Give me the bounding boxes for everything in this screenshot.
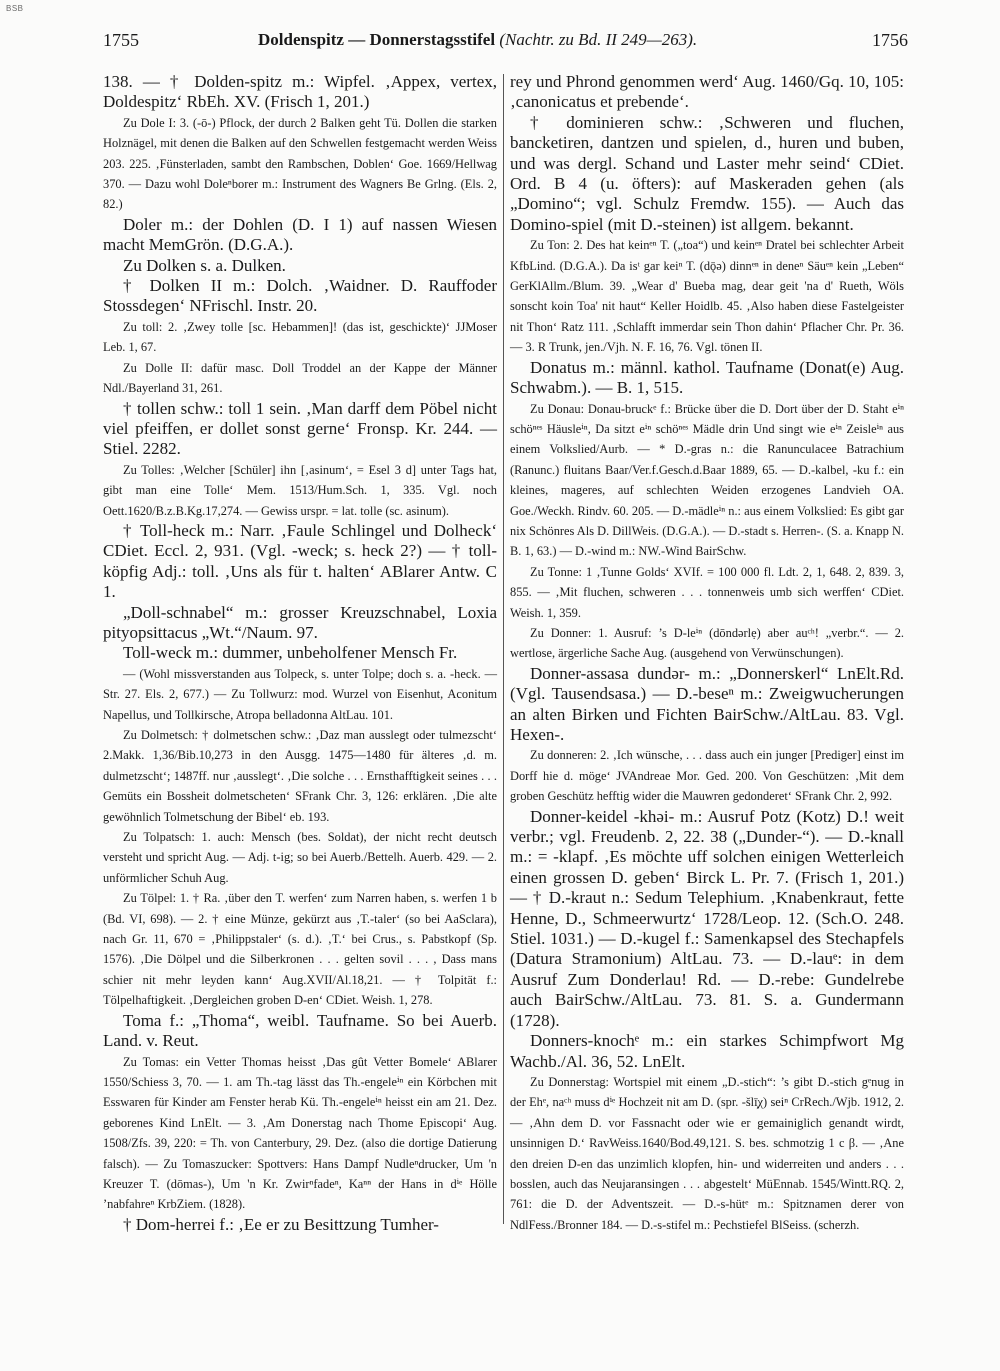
dictionary-entry: — (Wohl missverstanden aus Tolpeck, s. unter Tolpe; doch s. a. -heck. — Str. 27. Els. 2, 677.) — Zu Tollwurz: mod. Wurzel von Eisenhut, Aconitum Napellus, und Tollkirsche, Atropa belladonna AltLau. 101. [103, 666, 497, 722]
dictionary-entry: Zu Donau: Donau-bruckᵉ f.: Brücke über die D. Dort über der D. Staht eⁱⁿ schöⁿᵉˢ Häusleⁱⁿ, Da sitzt eⁱⁿ schöⁿᵉˢ Mädle drin Und singt wie eⁱⁿ Zeisleⁱⁿ aus einem Volkslied/Aurb. — * D.-gras n.: die Ranunculacee Batrachium (Ranunc.) fluitans Baar/Ver.f.Gesch.d.Baar 1889, 65. — D.-kalbel, -ku f.: ein kleines, mageres, auf schlechten Weiden erzogenes Landvieh OA. Goe./Weckh. Rindv. 60. 205. — D.-mädleⁱⁿ n.: aus einem Volkslied: Es gibt gar nix Schönres Als D. DillWeis. (D.G.A.). — D.-stadt s. Herren-. (S. a. Knapp N. B. 1, 63.) — D.-wind m.: NW.-Wind BairSchw. [510, 401, 904, 559]
page-number-right: 1756 [872, 30, 908, 50]
page-number-left: 1755 [103, 30, 139, 50]
column-divider [503, 74, 504, 1224]
dictionary-entry: Zu Dole I: 3. (-ō-) Pflock, der durch 2 Balken geht Tü. Dollen die starken Holznägel, mit denen die Balken auf den Schwellen festgemacht werden Weiss 203. 225. ‚Fünsterladen, sambt den Rambschen, Doblen‘ Goe. 1669/Hellwag 370. — Dazu wohl Doleⁿborer m.: Instrument des Wagners Be Grlng. (Els. 2, 82.) [103, 115, 497, 212]
dictionary-entry: Zu Dolle II: dafür masc. Doll Troddel an der Kappe der Männer Ndl./Bayerland 31, 261. [103, 360, 497, 396]
dictionary-entry: „Doll-schnabel“ m.: grosser Kreuzschnabel, Loxia pityopsittacus „Wt.“/Naum. 97. [103, 602, 497, 642]
dictionary-entry: Zu Dolmetsch: † dolmetschen schw.: ‚Daz man ausslegt oder tulmezscht‘ 2.Makk. 1,36/Bib.10,273 in den Ausgg. 1475—1480 für älteres ‚d. m. dulmetzscht‘; 1487ff. nur ‚ausslegt‘. ‚Die solche . . . Ernsthafftigkeit seines . . . Gemüts ein Bossheit dolmetscheten‘ SFrank Chr. 3, 126: erklären. ‚Die alte gewöhnlich Tolmetschung der Bibel‘ eb. 193. [103, 728, 497, 824]
running-title-note: (Nachtr. zu Bd. II 249—263). [499, 30, 698, 49]
dictionary-entry: Zu Donner: 1. Ausruf: ’s D-leⁱⁿ (dōndərlẹ) aber auᶜʰ! „verbr.“. — 2. wertlose, ärgerliche Sache Aug. (ausgehend von Verwünschungen). [510, 625, 904, 661]
dictionary-entry: Donner-assasa dundər- m.: „Donnerskerl“ LnElt.Rd. (Vgl. Tausendsasa.) — D.-beseⁿ m.: Zweigwucherungen an alten Birken und Fichten BairSchw./AltLau. 83. Vgl. Hexen-. [510, 663, 904, 744]
dictionary-entry: Doler m.: der Dohlen (D. I 1) auf nassen Wiesen macht MemGrön. (D.G.A.). [103, 214, 497, 255]
running-title [258, 30, 697, 50]
dictionary-entry: Zu Tolpatsch: 1. auch: Mensch (bes. Soldat), der nicht recht deutsch versteht und spricht Aug. — Adj. t-ig; so bei Auerb./Bettelh. Auerb. 429. — 2. unförmlicher Schuh Aug. [103, 830, 497, 885]
dictionary-entry: Zu Donnerstag: Wortspiel mit einem „D.-stich“: ’s gibt D.-stich gᵉnug in der Ehᵉ, naᶜʰ muss dⁱᵉ Hochzeit nit am D. (spr. -šlī̦χ) seiⁿ CrRech./Wjb. 1912, 2. — ‚Ahn dem D. vor Fassnacht oder wie er gemainiglich genandt wirdt, unsinnigen D.‘ RavWeiss.1640/Bod.49,121. S. bes. schmotzig 1 c β. — ‚Ane den dreien D-en das unzimlich klopfen, hin- und widerreiten und anders . . . bosslen, auch das Neujaransingen . . . abgestelt‘ MüEnnab. 1545/Wintt.RQ. 2, 761: die D. der Adventszeit. — D.-s-hütᵉ m.: Spitznamen derer von NdlFess./Bronner 184. — D.-s-stifel m.: Pechstiefel BlSeiss. (scherzh. [510, 1074, 904, 1232]
library-watermark: BSB [6, 4, 24, 13]
dictionary-entry: † Toll-heck m.: Narr. ‚Faule Schlingel und Dolheck‘ CDiet. Eccl. 2, 931. (Vgl. -weck; s. heck 2?) — † toll-köpfig Adj.: toll. ‚Uns als für t. halten‘ ABlarer Antw. C 1. [103, 520, 497, 602]
page-header [103, 30, 908, 56]
dictionary-entry: Donners-knochᵉ m.: ein starkes Schimpfwort Mg Wachb./Al. 36, 52. LnElt. [510, 1031, 904, 1071]
dictionary-entry: Zu Tonne: 1 ‚Tunne Golds‘ XVIf. = 100 000 fl. Ldt. 2, 1, 648. 2, 839. 3, 855. — ‚Mit fluchen, schweren . . . tonnenweis umb sich werffen‘ CDiet. Weish. 1, 359. [510, 564, 904, 620]
dictionary-entry: Zu toll: 2. ‚Zwey tolle [sc. Hebammen]! (das ist, geschickte)‘ JJMoser Leb. 1, 67. [103, 319, 497, 355]
dictionary-entry: Toma f.: „Thoma“, weibl. Taufname. So bei Auerb. Land. v. Reut. [103, 1010, 497, 1051]
dictionary-entry: Zu Tölpel: 1. † Ra. ‚über den T. werfen‘ zum Narren haben, s. werfen 1 b (Bd. VI, 698). — 2. † eine Münze, gekürzt aus ‚T.-taler‘ (so bei AaSclara), nach Gr. 11, 670 = ‚Philippstaler‘ (s. d.). ‚T.‘ bei Crus., s. Pabstkopf (Sp. 1576). ‚Die Dölpel und die Silberkronen . . . gelten sovil . . . , Dass mans schier nit mehr leyden kann‘ Aug.XVII/Al.18,21. — † Tolpität f.: Tölpelhaftigkeit. ‚Dergleichen groben D-en‘ CDiet. Weish. 1, 278. [103, 891, 497, 1008]
running-title-main: Doldenspitz — Donnerstagsstifel [258, 30, 496, 49]
dictionary-entry: Zu Tolles: ‚Welcher [Schüler] ihn [‚asinum‘, = Esel 3 d] unter Tags hat, gibt man eine Tolle‘ Mem. 1513/Hum.Sch. 1, 335. Vgl. noch Oett.1620/B.z.B.Kg.17,274. — Gewiss urspr. = lat. tolle (sc. asinum). [103, 462, 497, 518]
dictionary-entry: Donner-keidel -khəi- m.: Ausruf Potz (Kotz) D.! weit verbr.; vgl. Freudenb. 2, 22. 38 („Dunder-“). — D.-knall m.: = -klapf. ‚Es möchte uff solchen einigen Wetterleich einen grossen D. geben‘ Birck L. Pr. 7. (Frisch 1, 201.) — † D.-kraut n.: Sedum Telephium. ‚Knabenkraut, fette Henne, D., Schmeerwurtz‘ 1728/Leop. 12. (Sch.O. 248. Stiel. 1031.) — D.-kugel f.: Samenkapsel des Stechapfels (Datura Stramonium) AltLau. 73. — D.-lauᵉ: in dem Ausruf Zum Donderlau! Rd. — D.-rebe: Gundelrebe auch BairSchw./AltLau. 73. 81. S. a. Gundermann (1728). [510, 806, 904, 1030]
dictionary-entry: rey und Phrond genommen werd‘ Aug. 1460/Gq. 10, 105: ‚canonicatus et prebende‘. [510, 72, 904, 112]
dictionary-entry: 138. — † Dolden-spitz m.: Wipfel. ‚Appex, vertex, Doldespitz‘ RbEh. XV. (Frisch 1, 201.) [103, 72, 497, 112]
dictionary-entry: Donatus m.: männl. kathol. Taufname (Donat(e) Aug. Schwabm.). — B. 1, 515. [510, 357, 904, 398]
dictionary-entry: † tollen schw.: toll 1 sein. ‚Man darff dem Pöbel nicht viel pfeiffen, er dollet sonst gerne‘ Fronsp. Kr. 244. — Stiel. 2282. [103, 398, 497, 459]
dictionary-entry: Zu Tomas: ein Vetter Thomas heisst ‚Das gût Vetter Bomele‘ ABlarer 1550/Schiess 3, 70. — 1. am Th.-tag lässt das Th.-engeleⁱⁿ ein Körbchen mit Esswaren für Kinder am Fenster herab Kü. Th.-engeleⁱⁿ heisst ein am 21. Dez. geborenes Kind LnElt. — 3. ‚Am Donerstag nach Thome Episcopi‘ Aug. 1508/Zfs. 39, 220: = Th. von Canterbury, 29. Dez. (also die dortige Datierung falsch). — Zu Tomaszucker: Spottvers: Hans Dampf Nudleⁿdrucker, Um 'n Kreuzer T. (dōmas-), Um 'n Kr. Zwirⁿfadeⁿ, Kaⁿⁿ der Hans in dⁱᵉ Hölle ’nabfahreⁿ KrbZiem. (1828). [103, 1054, 497, 1212]
dictionary-entry: Zu Dolken s. a. Dulken. [123, 255, 286, 275]
left-column [103, 72, 497, 1235]
dictionary-entry: Zu donneren: 2. ‚Ich wünsche, . . . dass auch ein junger [Prediger] einst im Dorff hie d. möge‘ JVAndreae Mor. Ged. 200. Von Geschützen: ‚Mit dem groben Geschütz hefftig wider die Mauwren gedonderet‘ SFrank Chr. 2, 992. [510, 748, 904, 804]
dictionary-entry: † dominieren schw.: ‚Schweren und fluchen, bancketiren, dantzen und spielen, d., huren und buben, und was dergl. Schand und Laster mehr seind‘ CDiet. Ord. B 4 (u. öfters): auf Maskeraden gehen (als „Domino“; vgl. Schulz Fremdw. 155). — Auch das Domino-spiel (mit D.-steinen) ist allgem. bekannt. [510, 112, 904, 234]
dictionary-entry: † Dolken II m.: Dolch. ‚Waidner. D. Rauffoder Stossdegen‘ NFrischl. Instr. 20. [103, 276, 497, 316]
dictionary-entry: Zu Ton: 2. Des hat keinᵉⁿ T. („toa“) und keinᵉⁿ Dratel bei schlechter Arbeit KfbLind. (D.G.A.). Da isᵗ gar keiⁿ T. (dǭə) dinnᵉⁿ in deneⁿ Säuᵉⁿ kein „Leben“ GerKlAllm./Blum. 39. „Wear d' Bueba mag, dear geit 'na d' Rueth, Wöls sonscht koin Toa' nit haut“ Keller Hoidlb. 45. ‚Also haben diese Fastelgeister nit Thon‘ Ratz 111. ‚Schlafft immerdar sein Thon dahin‘ Pflacher Chr. Pr. 36. — 3. R Trunk, jen./Vjh. N. F. 16, 76. Vgl. tönen II. [510, 238, 904, 355]
dictionary-entry: † Dom-herrei f.: ‚Ee er zu Besittzung Tumher- [123, 1214, 439, 1234]
right-column [510, 72, 904, 1235]
dictionary-entry: Toll-weck m.: dummer, unbeholfener Mensch Fr. [123, 643, 458, 663]
